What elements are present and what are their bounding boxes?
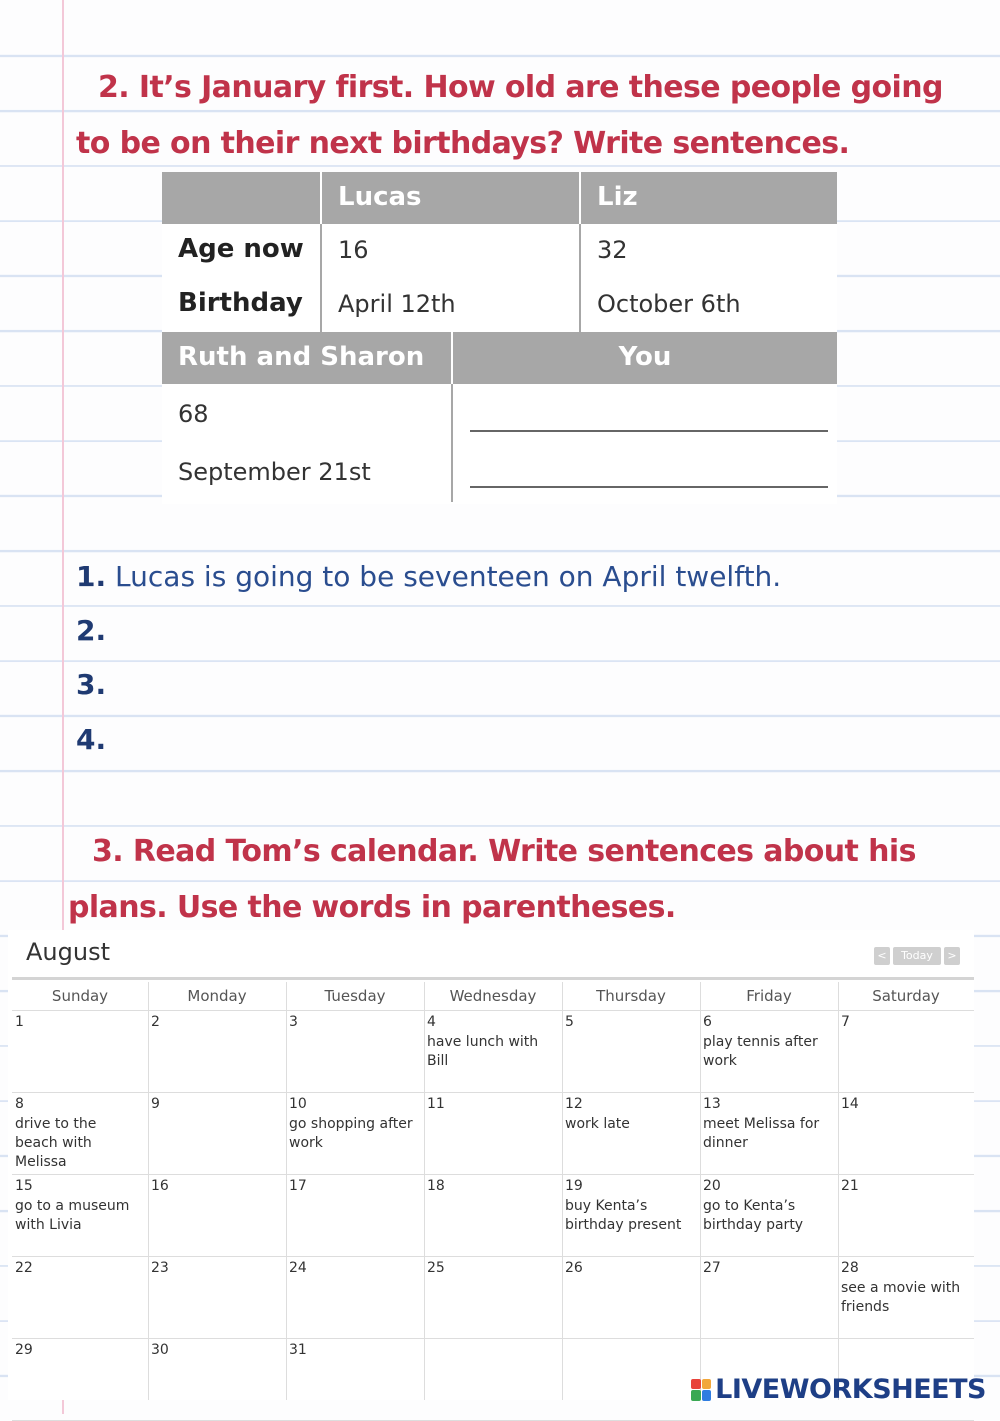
calendar-event: go to a museum with Livia xyxy=(15,1198,130,1233)
age-table xyxy=(162,172,837,504)
calendar-date-number: 16 xyxy=(151,1178,169,1194)
calendar-date-number: 6 xyxy=(703,1014,712,1030)
lucas-birthday: April 12th xyxy=(338,290,456,318)
exercise-3-heading-line-2: plans. Use the words in parentheses. xyxy=(68,890,676,925)
sentence-number: 2. xyxy=(76,614,107,647)
calendar-date-number: 21 xyxy=(841,1178,859,1194)
sentence-number: 3. xyxy=(76,668,107,701)
exercise-3-heading-line-1: 3. Read Tom’s calendar. Write sentences about his xyxy=(92,834,916,869)
calendar-event: work late xyxy=(565,1116,630,1132)
calendar-date-number: 7 xyxy=(841,1014,850,1030)
sentence-number: 4. xyxy=(76,723,107,756)
calendar-grid-line xyxy=(12,1174,974,1175)
calendar-date-number: 19 xyxy=(565,1178,583,1194)
calendar-date-number: 10 xyxy=(289,1096,307,1112)
table-header-you: You xyxy=(453,332,837,384)
logo-square xyxy=(691,1390,701,1401)
calendar-date-number: 23 xyxy=(151,1260,169,1276)
calendar-date-number: 2 xyxy=(151,1014,160,1030)
calendar-date-number: 3 xyxy=(289,1014,298,1030)
calendar-date-number: 13 xyxy=(703,1096,721,1112)
calendar-date-number: 29 xyxy=(15,1342,33,1358)
calendar-date-number: 14 xyxy=(841,1096,859,1112)
table-header-empty xyxy=(162,172,320,224)
calendar-event: go shopping after work xyxy=(289,1116,413,1151)
calendar-date-number: 30 xyxy=(151,1342,169,1358)
calendar-day-header: Saturday xyxy=(872,987,940,1005)
exercise-2-heading-line-1: 2. It’s January first. How old are these people going xyxy=(98,70,943,105)
calendar-event: see a movie with friends xyxy=(841,1280,961,1315)
calendar-event: drive to the beach with Melissa xyxy=(15,1116,97,1170)
calendar-event: buy Kenta’s birthday present xyxy=(565,1198,682,1233)
logo-square xyxy=(702,1379,712,1390)
you-age-answer-line[interactable] xyxy=(470,430,828,432)
calendar-date-number: 25 xyxy=(427,1260,445,1276)
calendar-event: play tennis after work xyxy=(703,1034,818,1069)
lucas-age: 16 xyxy=(338,236,369,264)
calendar-grid-line xyxy=(12,1256,974,1257)
sentence-number: 1. xyxy=(76,560,107,593)
calendar-date-number: 5 xyxy=(565,1014,574,1030)
liveworksheets-logo-icon xyxy=(691,1379,711,1401)
sentence-3[interactable] xyxy=(76,668,106,701)
sentence-4[interactable] xyxy=(76,723,106,756)
calendar-grid-line xyxy=(12,1010,974,1011)
calendar-date-number: 31 xyxy=(289,1342,307,1358)
liveworksheets-logo xyxy=(691,1374,986,1405)
row-label-age: Age now xyxy=(178,234,304,264)
calendar-grid-line xyxy=(12,1092,974,1093)
calendar-prev-button[interactable]: < xyxy=(874,947,890,965)
logo-text: LIVEWORKSHEETS xyxy=(715,1374,986,1405)
calendar-month-title: August xyxy=(26,938,110,966)
calendar-date-number: 18 xyxy=(427,1178,445,1194)
ruth-birthday: September 21st xyxy=(178,458,371,486)
calendar-date-number: 28 xyxy=(841,1260,859,1276)
table-header-ruth-and-sharon: Ruth and Sharon xyxy=(162,332,451,384)
calendar xyxy=(8,930,974,1400)
calendar-event: meet Melissa for dinner xyxy=(703,1116,820,1151)
calendar-header-rule xyxy=(12,977,974,980)
calendar-event: have lunch with Bill xyxy=(427,1034,539,1069)
calendar-date-number: 22 xyxy=(15,1260,33,1276)
logo-square xyxy=(702,1390,712,1401)
calendar-date-number: 1 xyxy=(15,1014,24,1030)
calendar-date-number: 11 xyxy=(427,1096,445,1112)
ruth-age: 68 xyxy=(178,400,209,428)
sentence-1 xyxy=(76,560,781,593)
calendar-day-header: Monday xyxy=(187,987,247,1005)
calendar-next-button[interactable]: > xyxy=(944,947,960,965)
calendar-today-button[interactable]: Today xyxy=(893,947,941,965)
calendar-day-header: Tuesday xyxy=(324,987,386,1005)
calendar-day-header: Sunday xyxy=(51,987,109,1005)
sentence-text: Lucas is going to be seventeen on April twelfth. xyxy=(115,560,782,593)
calendar-date-number: 24 xyxy=(289,1260,307,1276)
calendar-date-number: 27 xyxy=(703,1260,721,1276)
calendar-day-header: Thursday xyxy=(596,987,666,1005)
liz-birthday: October 6th xyxy=(597,290,741,318)
calendar-date-number: 9 xyxy=(151,1096,160,1112)
calendar-day-header: Wednesday xyxy=(449,987,537,1005)
liz-age: 32 xyxy=(597,236,628,264)
table-header-liz: Liz xyxy=(581,172,837,224)
calendar-date-number: 17 xyxy=(289,1178,307,1194)
logo-square xyxy=(691,1379,701,1390)
calendar-date-number: 12 xyxy=(565,1096,583,1112)
row-label-birthday: Birthday xyxy=(178,288,303,318)
calendar-date-number: 15 xyxy=(15,1178,33,1194)
calendar-day-header: Friday xyxy=(746,987,792,1005)
sentence-2[interactable] xyxy=(76,614,106,647)
calendar-date-number: 4 xyxy=(427,1014,436,1030)
calendar-event: go to Kenta’s birthday party xyxy=(703,1198,804,1233)
you-birthday-answer-line[interactable] xyxy=(470,486,828,488)
table-divider xyxy=(451,384,453,502)
calendar-date-number: 20 xyxy=(703,1178,721,1194)
calendar-date-number: 26 xyxy=(565,1260,583,1276)
exercise-2-heading-line-2: to be on their next birthdays? Write sentences. xyxy=(76,126,850,161)
calendar-date-number: 8 xyxy=(15,1096,24,1112)
table-header-lucas: Lucas xyxy=(322,172,579,224)
calendar-grid-line xyxy=(12,1338,974,1339)
